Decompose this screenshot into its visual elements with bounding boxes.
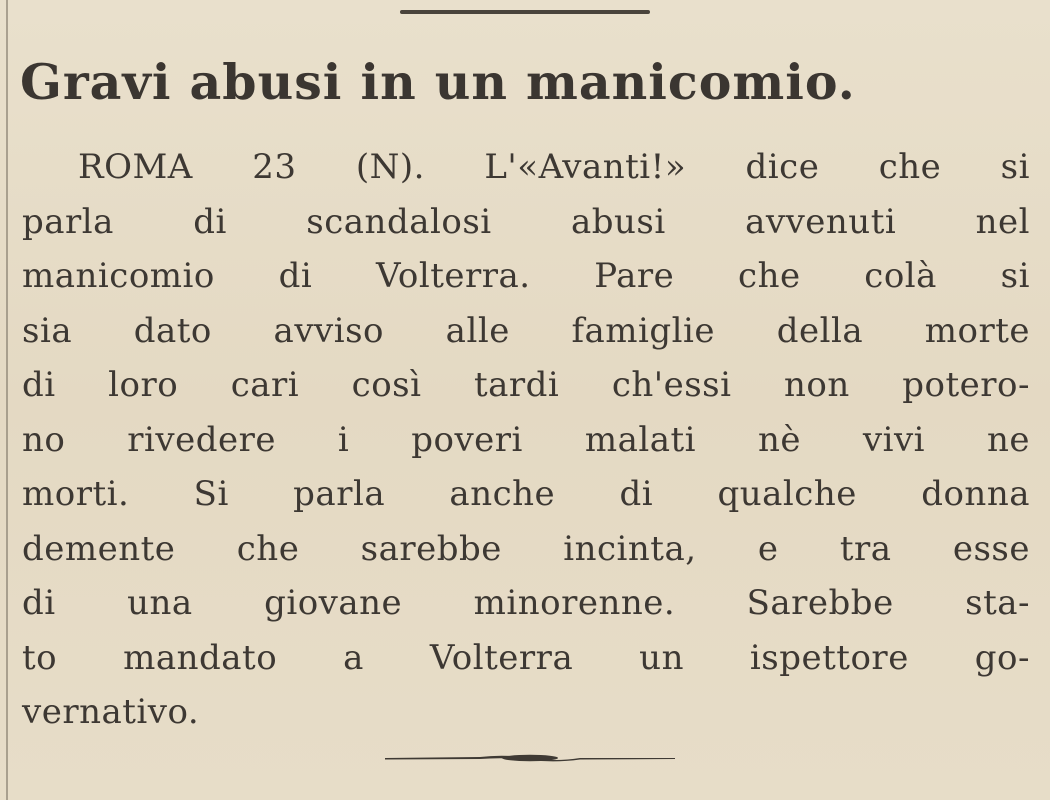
article-line: di una giovane minorenne. Sarebbe sta- bbox=[22, 583, 1030, 623]
article-headline: Gravi abusi in un manicomio. bbox=[20, 53, 856, 111]
article-line: ROMA 23 (N). L'«Avanti!» dice che si bbox=[78, 147, 1030, 187]
article-line: to mandato a Volterra un ispettore go- bbox=[22, 637, 1030, 678]
top-separator-rule bbox=[400, 10, 650, 14]
article-line: sia dato avviso alle famiglie della morte bbox=[22, 310, 1030, 351]
article-line: di loro cari così tardi ch'essi non potero- bbox=[22, 365, 1030, 405]
article-line: demente che sarebbe incinta, e tra esse bbox=[22, 528, 1030, 569]
article-line: no rivedere i poveri malati nè vivi ne bbox=[22, 419, 1030, 460]
article-line: vernativo. bbox=[22, 692, 200, 732]
article-body bbox=[22, 140, 1030, 740]
article-line: manicomio di Volterra. Pare che colà si bbox=[22, 256, 1030, 296]
article-line: parla di scandalosi abusi avvenuti nel bbox=[22, 201, 1030, 242]
column-border bbox=[6, 0, 8, 800]
end-ornament-rule bbox=[385, 752, 675, 764]
article-line: morti. Si parla anche di qualche donna bbox=[22, 474, 1030, 514]
